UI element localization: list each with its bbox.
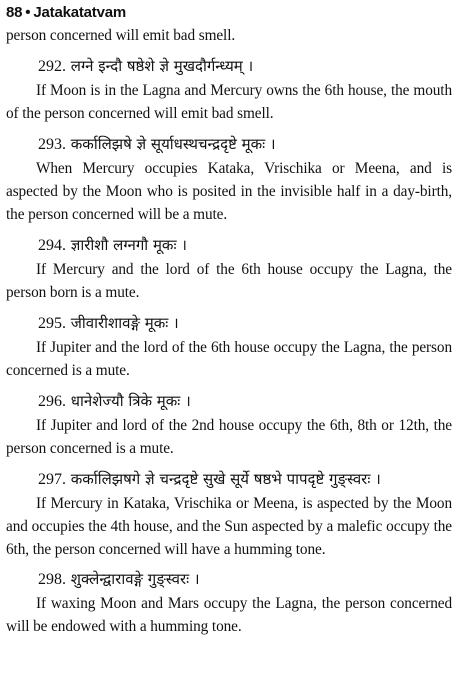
verse-298-sanskrit bbox=[6, 567, 452, 592]
verse-294-translation: If Mercury and the lord of the 6th house occupy the Lagna, the person born is a mute. bbox=[6, 261, 452, 301]
verse-number: 297. bbox=[38, 471, 66, 488]
verse-number: 294. bbox=[38, 237, 66, 254]
verse-number: 296. bbox=[38, 393, 66, 410]
verse-292-sanskrit bbox=[6, 54, 452, 79]
verse-293-sanskrit bbox=[6, 132, 452, 157]
verse-293-translation: When Mercury occupies Kataka, Vrischika or Meena, and is aspected by the Moon who is posited in the invisible half in a day-birth, the person concerned will be a mute. bbox=[6, 160, 452, 223]
verse-296-sanskrit bbox=[6, 389, 452, 414]
verse-number: 292. bbox=[38, 58, 66, 75]
page-number: 88 bbox=[6, 4, 23, 21]
sanskrit-text: धानेशेज्यौ त्रिके मूकः । bbox=[70, 392, 191, 410]
book-title: Jatakatatvam bbox=[33, 4, 127, 21]
verse-295-translation: If Jupiter and the lord of the 6th house occupy the Lagna, the person concerned is a mute. bbox=[6, 339, 452, 379]
verse-296-translation: If Jupiter and lord of the 2nd house occupy the 6th, 8th or 12th, the person concerned is a mute. bbox=[6, 417, 452, 457]
header-bullet: • bbox=[25, 4, 31, 21]
verse-number: 298. bbox=[38, 571, 66, 588]
verse-295-sanskrit bbox=[6, 311, 452, 336]
verse-number: 293. bbox=[38, 136, 66, 153]
sanskrit-text: लग्ने इन्दौ षष्ठेशे ज्ञे मुखदौर्गन्ध्यम् । bbox=[70, 57, 254, 75]
sanskrit-text: ज्ञारीशौ लग्नगौ मूकः । bbox=[70, 236, 187, 254]
sanskrit-text: शुक्लेन्द्वारावङ्गे गुङ्स्वरः । bbox=[70, 570, 200, 588]
running-header bbox=[6, 4, 452, 24]
continued-text: person concerned will emit bad smell. bbox=[6, 27, 236, 44]
verse-number: 295. bbox=[38, 315, 66, 332]
verse-297-translation: If Mercury in Kataka, Vrischika or Meena, is aspected by the Moon and occupies the 4th house, and the Sun aspected by a malefic occupy the 6th, the person concerned will have a humming tone. bbox=[6, 495, 452, 558]
sanskrit-text: कर्कालिझषे ज्ञे सूर्याधस्थचन्द्रदृष्टे मूकः । bbox=[70, 135, 276, 153]
sanskrit-text: कर्कालिझषगे ज्ञे चन्द्रदृष्टे सुखे सूर्ये षष्ठभे पापदृष्टे गुङ्स्वरः । bbox=[70, 470, 381, 488]
verse-292-translation: If Moon is in the Lagna and Mercury owns the 6th house, the mouth of the person concerned will emit bad smell. bbox=[6, 82, 452, 122]
verse-297-sanskrit bbox=[6, 467, 452, 492]
verse-298-translation: If waxing Moon and Mars occupy the Lagna, the person concerned will be endowed with a humming tone. bbox=[6, 595, 452, 635]
sanskrit-text: जीवारीशावङ्गे मूकः । bbox=[70, 314, 179, 332]
verse-294-sanskrit bbox=[6, 233, 452, 258]
